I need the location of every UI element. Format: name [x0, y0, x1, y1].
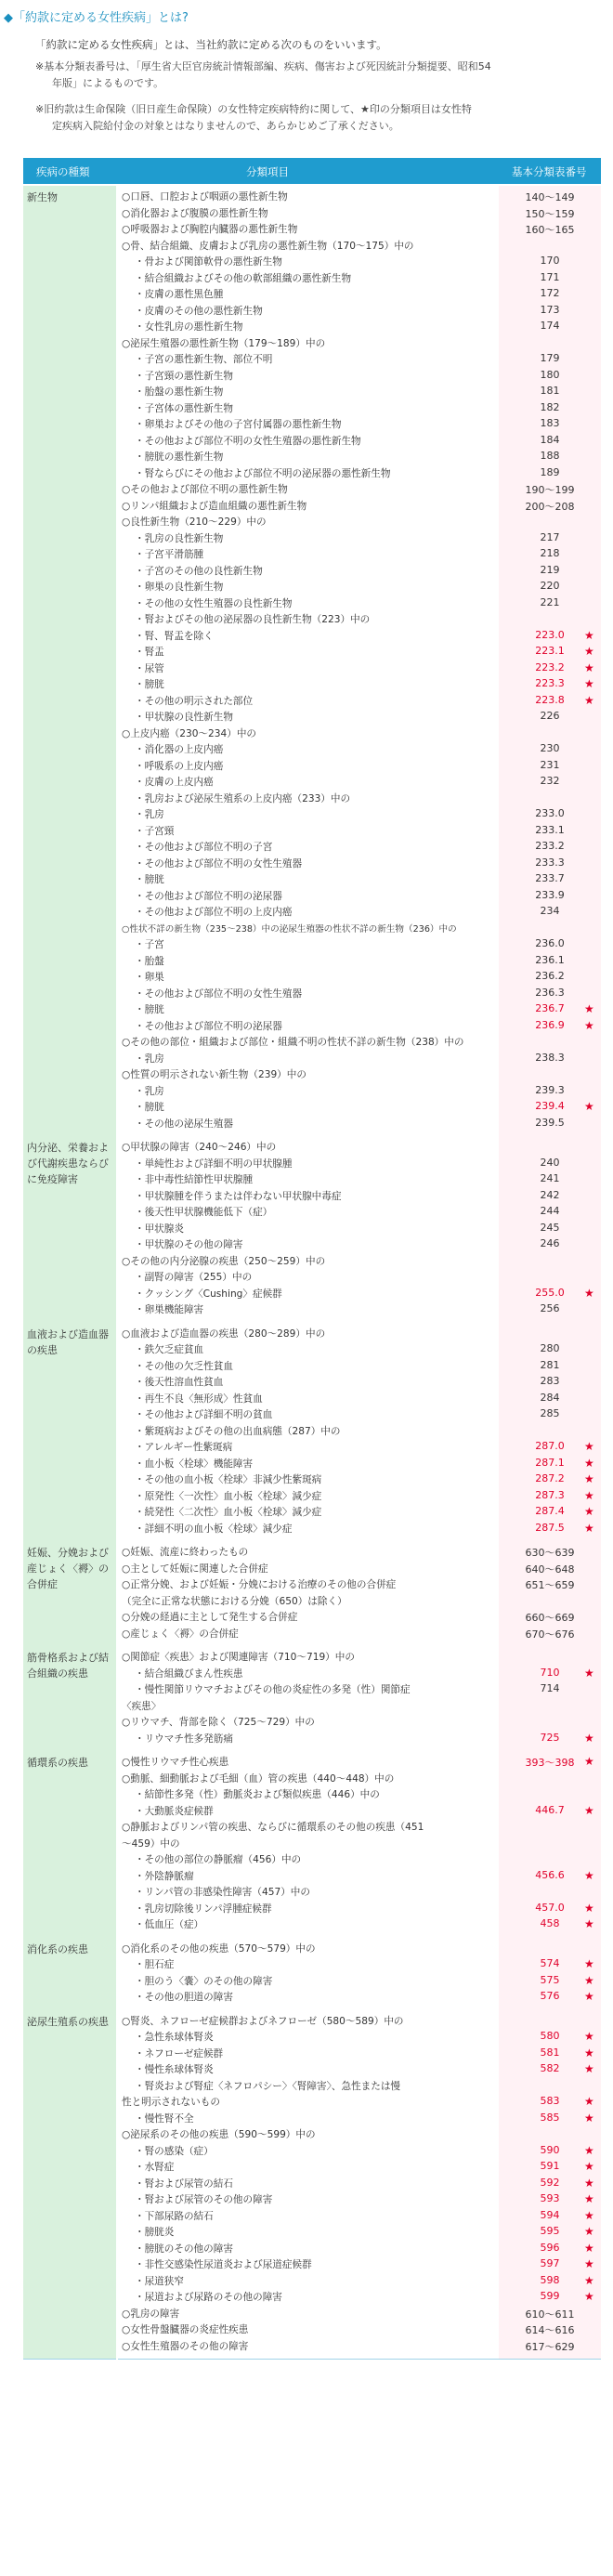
row-text: （完全に正常な状態における分娩（650）は除く） [122, 1595, 347, 1607]
row-code: 200～208 [525, 500, 575, 513]
row-text: 性と明示されないもの [122, 2097, 220, 2108]
row-code: 236.1 [535, 953, 565, 966]
row-text: ・骨および関節軟骨の悪性新生物 [135, 256, 282, 268]
row-text: ・その他および部位不明の泌尿器 [135, 890, 282, 902]
table-header [23, 158, 601, 184]
row-text: ○静脈およびリンパ管の疾患、ならびに循環系のその他の疾患（451 [122, 1822, 424, 1833]
row-code: 223.8 [535, 693, 565, 706]
header-category: 分類項目 [246, 165, 289, 178]
row-text: ・乳房 [135, 1053, 164, 1065]
star-icon: ★ [584, 628, 594, 642]
row-code: 582 [540, 2062, 560, 2074]
row-code: 239.3 [535, 1083, 565, 1096]
star-icon: ★ [584, 2143, 594, 2157]
row-code: 231 [540, 758, 560, 771]
section-label: 泌尿生殖系の疾患 [27, 2015, 109, 2028]
row-code: 590 [540, 2143, 560, 2156]
row-code: 594 [540, 2208, 560, 2221]
row-text: ○消化器および腹膜の悪性新生物 [122, 207, 268, 219]
row-text: ・副腎の障害（255）中の [135, 1272, 253, 1283]
row-code: 172 [540, 287, 560, 299]
row-text: ○産じょく〈褥〉の合併症 [122, 1628, 239, 1640]
page-title: ◆「約款に定める女性疾病」とは? [4, 11, 189, 25]
row-text: ・消化器の上皮内癌 [135, 744, 224, 755]
row-text: ・低血圧（症） [135, 1919, 204, 1930]
row-code: 456.6 [535, 1868, 565, 1881]
star-icon: ★ [584, 2030, 594, 2043]
star-icon: ★ [584, 1440, 594, 1453]
row-code: 597 [540, 2257, 560, 2269]
row-code: 239.5 [535, 1116, 565, 1129]
star-icon: ★ [584, 2062, 594, 2075]
row-text: ○泌尿系のその他の疾患（590～599）中の [122, 2129, 316, 2140]
row-text: ・膀胱 [135, 874, 164, 885]
row-text: ・結合組織およびその他の軟部組織の悪性新生物 [135, 272, 352, 284]
row-text: ○消化系のその他の疾患（570～579）中の [122, 1942, 316, 1955]
row-text: ・乳房切除後リンパ浮腫症候群 [135, 1903, 272, 1915]
row-text: ・膀胱のその他の障害 [135, 2243, 233, 2255]
star-icon: ★ [584, 2241, 594, 2255]
row-code: 630～639 [525, 1547, 575, 1559]
row-code: 592 [540, 2176, 560, 2189]
row-code: 160～165 [525, 224, 575, 236]
row-text: ・非中毒性結節性甲状腺腫 [135, 1174, 254, 1185]
note-1a: ※基本分類表番号は、「厚生省大臣官房統計情報部編、疾病、傷害および死因統計分類提要、昭和54 [35, 60, 491, 72]
row-text: ○骨、結合組織、皮膚および乳房の悪性新生物（170～175）中の [122, 240, 414, 252]
row-text: ・尿管 [135, 662, 164, 674]
row-text: ・非性交感染性尿道炎および尿道症候群 [135, 2259, 312, 2270]
section-label: 血液および造血器の疾患 [27, 1327, 109, 1356]
row-code: 287.2 [535, 1472, 565, 1484]
row-text: ○リウマチ、背部を除く（725～729）中の [122, 1717, 315, 1728]
row-code: 233.1 [535, 823, 565, 836]
section-label: 妊娠、分娩および産じょく〈褥〉の合併症 [27, 1547, 109, 1590]
row-text: ・甲状腺のその他の障害 [135, 1239, 243, 1250]
row-code: 242 [540, 1188, 560, 1201]
row-text: ・腎の感染（症） [135, 2145, 214, 2157]
row-code: 458 [540, 1917, 560, 1929]
row-text: ○呼吸器および胸腔内臓器の悪性新生物 [122, 224, 298, 235]
row-code: 283 [540, 1375, 560, 1387]
row-code: 183 [540, 417, 560, 429]
row-code: 596 [540, 2241, 560, 2254]
row-text: ・腎盂 [135, 647, 164, 658]
row-code: 576 [540, 1990, 560, 2002]
disease-table [23, 158, 601, 2573]
row-text: ○乳房の障害 [122, 2308, 180, 2320]
row-text: ・単純性および詳細不明の甲状腺腫 [135, 1157, 293, 1170]
star-icon: ★ [584, 1100, 594, 1113]
row-code: 599 [540, 2290, 560, 2302]
row-text: ・乳房および泌尿生殖系の上皮内癌（233）中の [135, 792, 351, 804]
row-text: ○女性生殖器のその他の障害 [122, 2340, 249, 2352]
row-code: 223.3 [535, 677, 565, 689]
row-code: 239.4 [535, 1100, 565, 1112]
row-code: 287.0 [535, 1440, 565, 1452]
row-code: 221 [540, 595, 560, 608]
section-label: 筋骨格系および結合組織の疾患 [27, 1652, 109, 1680]
row-code: 230 [540, 742, 560, 754]
row-code: 287.1 [535, 1456, 565, 1469]
row-text: ・腎およびその他の泌尿器の良性新生物（223）中の [135, 614, 371, 625]
row-text: ・水腎症 [135, 2162, 175, 2173]
row-text: ○口唇、口腔および咽頭の悪性新生物 [122, 191, 288, 203]
row-text: ・腎炎および腎症〈ネフロパシー〉〈腎障害〉、急性または慢 [135, 2080, 401, 2092]
star-icon: ★ [584, 677, 594, 690]
row-code: 179 [540, 352, 560, 364]
row-code: 140～149 [525, 191, 575, 203]
section-label: 新生物 [27, 191, 58, 203]
row-code: 236.0 [535, 937, 565, 949]
row-text: ・慢性関節リウマチおよびその他の炎症性の多発（性）関節症 [135, 1684, 411, 1695]
row-code: 583 [540, 2095, 560, 2107]
star-icon: ★ [584, 1755, 594, 1768]
row-text: ・大動脈炎症候群 [135, 1805, 214, 1817]
row-code: 575 [540, 1973, 560, 1986]
row-code: 598 [540, 2273, 560, 2286]
row-text: ・慢性腎不全 [135, 2112, 194, 2125]
star-icon: ★ [584, 1917, 594, 1930]
row-text: ・その他の胆道の障害 [135, 1992, 233, 2003]
row-code: 585 [540, 2111, 560, 2124]
row-code: 281 [540, 1358, 560, 1371]
row-code: 234 [540, 905, 560, 917]
row-text: ・甲状腺腫を伴うまたは伴わない甲状腺中毒症 [135, 1190, 342, 1202]
row-code: 233.0 [535, 807, 565, 819]
row-text: ・腎ならびにその他および部位不明の泌尿器の悪性新生物 [135, 467, 391, 479]
row-text: ・尿道狭窄 [135, 2275, 184, 2287]
star-icon: ★ [584, 1731, 594, 1745]
row-text: ・皮膚の悪性黒色腫 [135, 289, 224, 300]
row-code: 245 [540, 1221, 560, 1234]
row-text: ・続発性〈二次性〉血小板〈栓球〉減少症 [135, 1507, 322, 1518]
row-text: ○女性骨盤臓器の炎症性疾患 [122, 2324, 249, 2335]
row-text: ・卵巣機能障害 [135, 1304, 204, 1315]
row-text: ・結節性多発（性）動脈炎および類似疾患（446）中の [135, 1789, 380, 1800]
row-code: 255.0 [535, 1286, 565, 1299]
row-text: ○リンパ組織および造血組織の悪性新生物 [122, 500, 307, 512]
row-code: 180 [540, 368, 560, 381]
star-icon: ★ [584, 1957, 594, 1970]
star-icon: ★ [584, 2257, 594, 2270]
row-text: ・下部尿路の結石 [135, 2210, 214, 2222]
section-label-cell [23, 1751, 116, 1939]
row-code: 238.3 [535, 1051, 565, 1064]
row-code: 617～629 [525, 2340, 575, 2353]
row-code: 670～676 [525, 1628, 575, 1641]
row-code: 233.7 [535, 872, 565, 884]
section-label: 消化系の疾患 [27, 1942, 88, 1955]
row-code: 223.0 [535, 628, 565, 641]
row-text: ・その他および部位不明の女性生殖器の悪性新生物 [135, 435, 361, 447]
row-code: 236.3 [535, 986, 565, 999]
row-code: 240 [540, 1156, 560, 1169]
row-text: ・胎盤 [135, 955, 164, 967]
row-text: ○妊娠、流産に終わったもの [122, 1547, 249, 1558]
row-code: 236.7 [535, 1002, 565, 1014]
header-disease-type: 疾病の種類 [36, 165, 90, 178]
row-text: ○その他の部位・組織および部位・組織不明の性状不詳の新生物（238）中の [122, 1037, 464, 1048]
star-icon: ★ [584, 2273, 594, 2287]
row-text: ・乳房の良性新生物 [135, 532, 224, 544]
row-code: 610～611 [525, 2308, 575, 2321]
row-code: 188 [540, 450, 560, 462]
row-text: ・リウマチ性多発筋痛 [135, 1733, 233, 1745]
row-text: 〈疾患〉 [122, 1700, 162, 1712]
row-code: 574 [540, 1957, 560, 1969]
row-text: ・血小板〈栓球〉機能障害 [135, 1458, 254, 1470]
row-code: 446.7 [535, 1803, 565, 1816]
row-text: ・膀胱炎 [135, 2227, 175, 2238]
row-text: ・子宮平滑筋腫 [135, 549, 204, 560]
row-text: ○腎炎、ネフローゼ症候群およびネフローゼ（580～589）中の [122, 2015, 404, 2027]
row-code: 580 [540, 2030, 560, 2042]
row-code: 595 [540, 2225, 560, 2237]
row-code: 232 [540, 775, 560, 787]
row-code: 593 [540, 2192, 560, 2204]
row-code: 457.0 [535, 1901, 565, 1914]
star-icon: ★ [584, 645, 594, 658]
row-text: ○その他の内分泌腺の疾患（250～259）中の [122, 1255, 326, 1267]
row-code: 614～616 [525, 2324, 575, 2336]
row-code: 581 [540, 2046, 560, 2059]
row-text: ・卵巣 [135, 972, 164, 983]
star-icon: ★ [584, 2208, 594, 2222]
row-text: ・その他の明示された部位 [135, 695, 254, 707]
star-icon: ★ [584, 2111, 594, 2125]
star-icon: ★ [584, 1868, 594, 1882]
row-text: ・後天性甲状腺機能低下（症） [135, 1207, 273, 1218]
row-text: ・女性乳房の悪性新生物 [135, 321, 243, 333]
row-text: ・膀胱 [135, 679, 164, 690]
header-code: 基本分類表番号 [512, 165, 587, 178]
row-text: ○血液および造血器の疾患（280～289）中の [122, 1327, 326, 1340]
section-label: 循環系の疾患 [27, 1757, 88, 1769]
star-icon: ★ [584, 1456, 594, 1470]
row-code: 236.9 [535, 1018, 565, 1031]
row-code: 223.2 [535, 660, 565, 673]
row-text: ・慢性糸球体腎炎 [135, 2064, 214, 2075]
row-text: ・外陰静脈瘤 [135, 1870, 194, 1882]
row-code: 725 [540, 1731, 560, 1744]
note-1b: 年版」によるものです。 [52, 77, 164, 89]
row-code: 236.2 [535, 970, 565, 982]
section-label-cell [23, 2010, 116, 2360]
row-code: 190～199 [525, 484, 575, 496]
row-text: ・呼吸系の上皮内癌 [135, 760, 224, 772]
row-text: ・その他の女性生殖器の良性新生物 [135, 597, 293, 609]
row-code: 393～398 [525, 1757, 575, 1769]
row-code: 218 [540, 547, 560, 559]
row-text: ・膀胱の悪性新生物 [135, 451, 224, 463]
star-icon: ★ [584, 2160, 594, 2173]
row-code: 173 [540, 303, 560, 316]
star-icon: ★ [584, 2176, 594, 2190]
star-icon: ★ [584, 1472, 594, 1485]
row-text: ○その他および部位不明の悪性新生物 [122, 484, 288, 495]
row-code: 174 [540, 320, 560, 332]
row-text: ○主として妊娠に関連した合併症 [122, 1563, 268, 1575]
star-icon: ★ [584, 2225, 594, 2238]
row-code: 150～159 [525, 207, 575, 220]
row-text: ・原発性〈一次性〉血小板〈栓球〉減少症 [135, 1490, 322, 1502]
row-code: 182 [540, 400, 560, 413]
section-label-cell [23, 186, 116, 1137]
row-text: ・膀胱 [135, 1004, 164, 1015]
row-text: ○動脈、細動脈および毛細（血）管の疾患（440～448）中の [122, 1772, 395, 1785]
star-icon: ★ [584, 1990, 594, 2003]
row-code: 184 [540, 433, 560, 446]
star-icon: ★ [584, 1666, 594, 1680]
row-text: ・再生不良〈無形成〉性貧血 [135, 1393, 263, 1405]
star-icon: ★ [584, 2192, 594, 2205]
row-text: ○甲状腺の障害（240～246）中の [122, 1142, 277, 1153]
row-text: ・胆石症 [135, 1959, 175, 1970]
row-text: ・その他および部位不明の女性生殖器 [135, 987, 303, 1000]
star-icon: ★ [584, 693, 594, 707]
row-text: ・胎盤の悪性新生物 [135, 386, 224, 398]
row-text: ○上皮内癌（230～234）中の [122, 727, 257, 739]
note-2b: 定疾病入院給付金の対象とはなりませんので、あらかじめご了承ください。 [52, 120, 399, 132]
row-code: 223.1 [535, 645, 565, 657]
star-icon: ★ [584, 2290, 594, 2303]
row-text: ・急性糸球体腎炎 [135, 2032, 214, 2043]
row-code: 284 [540, 1391, 560, 1404]
row-code: 241 [540, 1172, 560, 1184]
row-text: ・皮膚のその他の悪性新生物 [135, 305, 263, 317]
star-icon: ★ [584, 1973, 594, 1987]
row-text: ○正常分娩、および妊娠・分娩における治療のその他の合併症 [122, 1579, 397, 1590]
row-text: ○性質の明示されない新生物（239）中の [122, 1069, 306, 1080]
row-text: ・胆のう〈嚢〉のその他の障害 [135, 1975, 273, 1987]
row-text: ・その他の欠乏性貧血 [135, 1360, 233, 1372]
row-text: ・紫斑病およびその他の出血病態（287）中の [135, 1425, 341, 1437]
row-text: ・腎、腎盂を除く [135, 630, 214, 642]
star-icon: ★ [584, 1521, 594, 1535]
row-text: ・子宮 [135, 939, 164, 950]
row-text: ・卵巣の良性新生物 [135, 582, 224, 593]
row-code: 233.2 [535, 840, 565, 852]
row-code: 226 [540, 710, 560, 722]
star-icon: ★ [584, 1901, 594, 1915]
row-code: 171 [540, 270, 560, 283]
row-code: 714 [540, 1682, 560, 1694]
row-text: ・鉄欠乏症貧血 [135, 1344, 204, 1355]
row-text: ○泌尿生殖器の悪性新生物（179～189）中の [122, 337, 326, 349]
row-code: 287.5 [535, 1521, 565, 1534]
row-text: ・皮膚の上皮内癌 [135, 777, 214, 788]
row-code: 285 [540, 1407, 560, 1419]
row-text: ○分娩の経過に主として発生する合併症 [122, 1612, 298, 1623]
star-icon: ★ [584, 1002, 594, 1015]
row-text: ・卵巣およびその他の子宮付属器の悪性新生物 [135, 419, 342, 430]
row-code: 591 [540, 2160, 560, 2172]
row-code: 256 [540, 1302, 560, 1314]
star-icon: ★ [584, 2046, 594, 2059]
row-text: ・子宮の悪性新生物、部位不明 [135, 354, 273, 365]
star-icon: ★ [584, 1803, 594, 1817]
row-text: ○性状不詳の新生物（235～238）中の泌尿生殖器の性状不詳の新生物（236）中の [122, 923, 457, 935]
row-text: ～459）中の [122, 1837, 180, 1850]
row-code: 189 [540, 465, 560, 478]
row-code: 280 [540, 1342, 560, 1354]
row-text: ・尿道および尿路のその他の障害 [135, 2292, 282, 2303]
intro [0, 0, 613, 141]
row-code: 246 [540, 1237, 560, 1249]
row-text: ・子宮体の悪性新生物 [135, 402, 233, 414]
star-icon: ★ [584, 660, 594, 674]
row-code: 640～648 [525, 1563, 575, 1576]
row-text: ・甲状腺の良性新生物 [135, 712, 233, 723]
row-code: 220 [540, 580, 560, 592]
row-text: ・その他の血小板〈栓球〉非減少性紫斑病 [135, 1474, 322, 1485]
row-text: ○関節症〈疾患〉および関連障害（710～719）中の [122, 1652, 355, 1663]
row-code: 219 [540, 563, 560, 576]
row-text: ・膀胱 [135, 1102, 164, 1113]
row-code: 233.9 [535, 888, 565, 901]
note-2a: ※旧約款は生命保険（旧日産生命保険）の女性特定疾病特約に関して、★印の分類項目は女性特 [35, 103, 472, 115]
row-text: ・その他の部位の静脈瘤（456）中の [135, 1854, 302, 1865]
row-text: ・腎および尿管のその他の障害 [135, 2194, 273, 2205]
row-code: 217 [540, 530, 560, 543]
row-text: ・その他の泌尿生殖器 [135, 1118, 233, 1130]
row-text: ○慢性リウマチ性心疾患 [122, 1757, 229, 1768]
intro-line: 「約款に定める女性疾病」とは、当社約款に定める次のものをいいます。 [35, 38, 387, 51]
row-text: ・乳房 [135, 1085, 164, 1097]
row-text: ・子宮頸 [135, 825, 175, 837]
row-code: 287.3 [535, 1488, 565, 1501]
row-text: ・腎および尿管の結石 [135, 2177, 233, 2190]
row-text: ・その他および詳細不明の貧血 [135, 1409, 273, 1420]
row-code: 181 [540, 385, 560, 397]
row-text: ・その他および部位不明の女性生殖器 [135, 857, 303, 870]
star-icon: ★ [584, 1488, 594, 1502]
row-code: 244 [540, 1205, 560, 1217]
section-label: 内分泌、栄養および代謝疾患ならびに免疫障害 [27, 1142, 109, 1185]
row-code: 170 [540, 255, 560, 267]
row-text: ・詳細不明の血小板〈栓球〉減少症 [135, 1523, 293, 1535]
row-code: 233.3 [535, 856, 565, 869]
row-code: 287.4 [535, 1505, 565, 1517]
row-text: ・クッシング〈Cushing〉症候群 [135, 1288, 282, 1300]
row-text: ・その他および部位不明の上皮内癌 [135, 907, 293, 918]
star-icon: ★ [584, 1018, 594, 1032]
row-text: ・乳房 [135, 809, 164, 820]
row-text: ・リンパ管の非感染性障害（457）中の [135, 1887, 310, 1898]
row-text: ・子宮頸の悪性新生物 [135, 370, 233, 382]
row-text: ・アレルギー性紫斑病 [135, 1442, 233, 1453]
row-code: 660～669 [525, 1612, 575, 1624]
row-text: ・その他および部位不明の泌尿器 [135, 1020, 282, 1032]
row-text: ・甲状腺炎 [135, 1223, 184, 1235]
row-code: 651～659 [525, 1579, 575, 1591]
row-text: ○良性新生物（210～229）中の [122, 517, 267, 528]
row-text: ・ネフローゼ症候群 [135, 2047, 224, 2059]
star-icon: ★ [584, 2095, 594, 2108]
star-icon: ★ [584, 1505, 594, 1518]
row-code: 710 [540, 1666, 560, 1679]
star-icon: ★ [584, 1286, 594, 1300]
row-text: ・後天性溶血性貧血 [135, 1377, 224, 1388]
row-text: ・結合組織びまん性疾患 [135, 1667, 243, 1680]
row-text: ・その他および部位不明の子宮 [135, 842, 273, 853]
row-text: ・子宮のその他の良性新生物 [135, 565, 263, 577]
